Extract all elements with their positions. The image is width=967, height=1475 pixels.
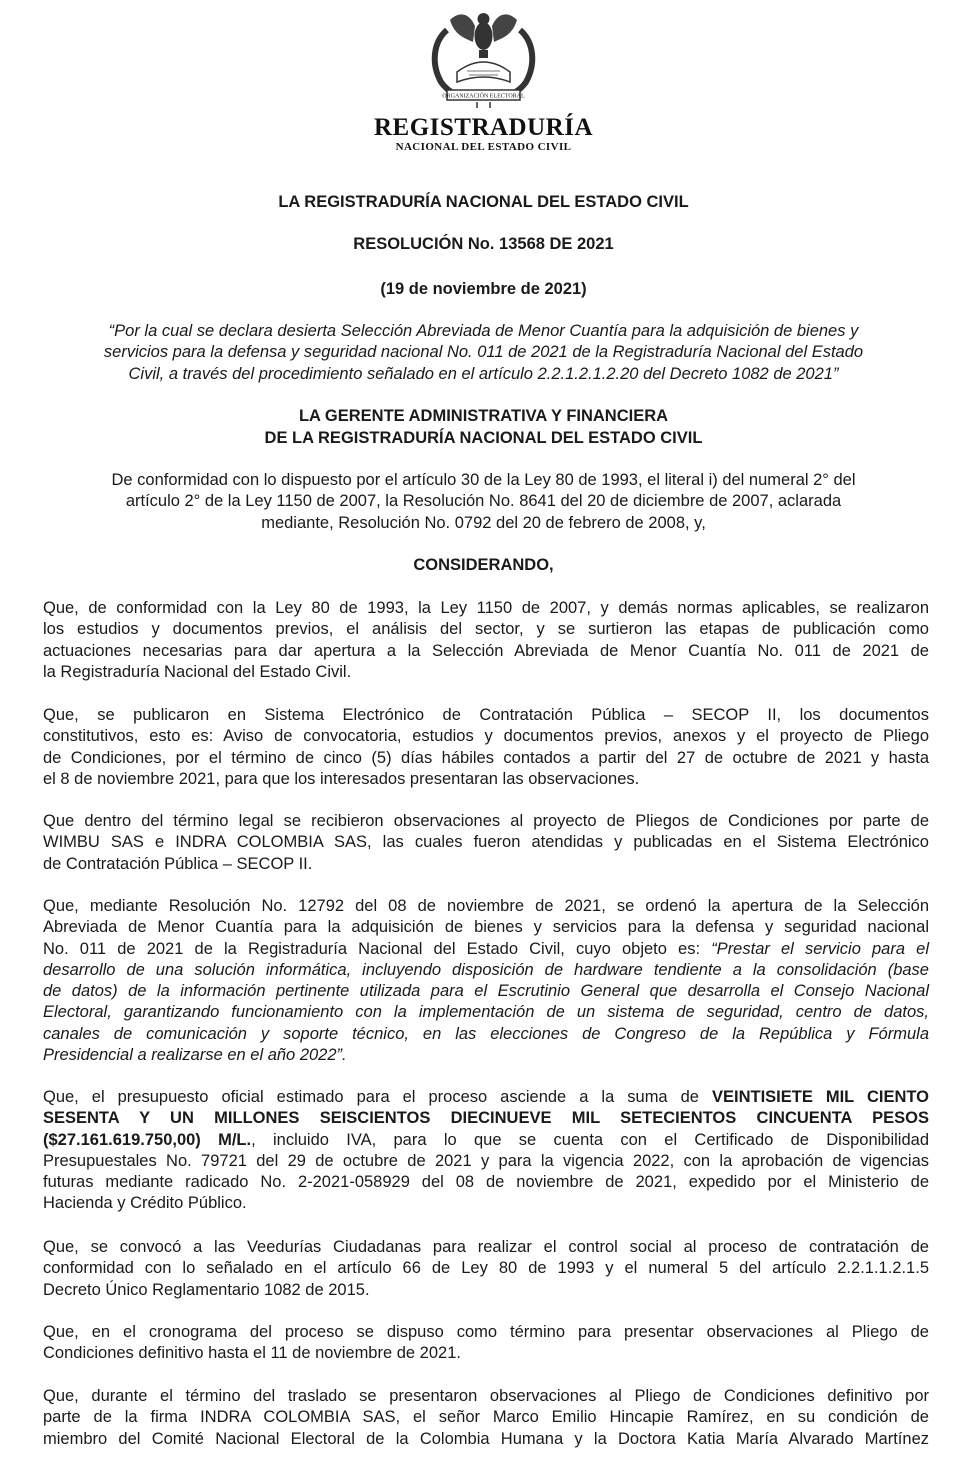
considerando-paragraph <box>43 705 929 790</box>
preamble-line: artículo 2° de la Ley 1150 de 2007, la Resolución No. 8641 del 20 de diciembre de 2007, aclarada <box>125 492 842 511</box>
paragraph-line: de Condiciones, por el término de cinco (5) días hábiles contados a partir del 27 de octubre de 2021 y hasta <box>43 748 929 767</box>
paragraph-line: Presupuestales No. 79721 del 29 de octubre de 2021 y para la vigencia 2022, con la aprobación de vigencias <box>43 1151 929 1170</box>
paragraph-line: conformidad con lo señalado en el artículo 66 de Ley 80 de 1993 y el numeral 5 del artículo 2.2.1.1.2.1.5 <box>43 1259 929 1278</box>
epigraph-line: “Por la cual se declara desierta Selección Abreviada de Menor Cuantía para la adquisición de bienes y <box>108 322 859 340</box>
paragraph-line: de Contratación Pública – SECOP II. <box>43 854 313 873</box>
paragraph-line: WIMBU SAS e INDRA COLOMBIA SAS, las cuales fueron atendidas y publicadas en el Sistema Electrónico <box>43 833 929 852</box>
considerando-paragraph <box>43 896 929 1066</box>
paragraph-line: actuaciones necesarias para dar apertura a la Selección Abreviada de Menor Cuantía No. 011 de 2021 de <box>43 641 929 660</box>
considerando-paragraph <box>43 598 929 683</box>
paragraph-line: canales de comunicación y soporte técnico, en las elecciones de Congreso de la República y Fórmula <box>43 1024 929 1043</box>
authority-line: LA GERENTE ADMINISTRATIVA Y FINANCIERA <box>298 407 669 425</box>
authority-line: DE LA REGISTRADURÍA NACIONAL DEL ESTADO CIVIL <box>264 429 703 447</box>
budget-amount-words: SESENTA Y UN MILLONES SEISCIENTOS DIECINUEVE MIL SETECIENTOS CINCUENTA PESOS <box>43 1109 929 1128</box>
considerando-paragraph <box>43 1087 929 1215</box>
paragraph-line: Que dentro del término legal se recibieron observaciones al proyecto de Pliegos de Condiciones por parte de <box>43 812 929 830</box>
paragraph-line: parte de la firma INDRA COLOMBIA SAS, el señor Marco Emilio Hincapie Ramírez, en su condición de <box>43 1408 929 1427</box>
logo-title: REGISTRADURÍA <box>373 114 594 141</box>
paragraph-line: Abreviada de Menor Cuantía para la adquisición de bienes y servicios para la defensa y seguridad nacional <box>43 918 929 937</box>
paragraph-line: Condiciones definitivo hasta el 11 de noviembre de 2021. <box>43 1344 461 1363</box>
paragraph-line: de datos) de la información pertinente utilizada para el Escrutinio General que desarrolla el Consejo Nacional <box>43 982 929 1001</box>
preamble-line: De conformidad con lo dispuesto por el artículo 30 de la Ley 80 de 1993, el literal i) del numeral 2° del <box>111 471 856 489</box>
registraduria-logo <box>0 0 967 160</box>
logo-subtitle: NACIONAL DEL ESTADO CIVIL <box>395 141 572 153</box>
paragraph-line: Que, de conformidad con la Ley 80 de 1993, la Ley 1150 de 2007, y demás normas aplicables, se realizaron <box>43 599 929 617</box>
resolution-number: RESOLUCIÓN No. 13568 DE 2021 <box>353 235 614 253</box>
authority-heading <box>0 405 967 449</box>
svg-text:ORGANIZACIÓN ELECTORAL: ORGANIZACIÓN ELECTORAL <box>442 93 525 100</box>
paragraph-line: miembro del Comité Nacional Electoral de la Colombia Humana y la Doctora Katia María Alvarado Martínez <box>43 1429 929 1448</box>
paragraph-line: desarrollo de una solución informática, incluyendo disposición de hardware tendiente a la consolidación (base <box>43 960 929 979</box>
considerando-paragraph <box>43 1386 929 1450</box>
paragraph-line: Electoral, garantizando funcionamiento con la implementación de un sistema de seguridad, centro de datos, <box>43 1003 929 1022</box>
institution-heading: LA REGISTRADURÍA NACIONAL DEL ESTADO CIVIL <box>278 193 689 211</box>
epigraph-line: Civil, a través del procedimiento señalado en el artículo 2.2.1.2.1.2.20 del Decreto 1082 de 2021” <box>128 364 839 383</box>
preamble-line: mediante, Resolución No. 0792 del 20 de febrero de 2008, y, <box>261 513 706 532</box>
paragraph-line: el 8 de noviembre 2021, para que los interesados presentaran las observaciones. <box>43 769 640 788</box>
paragraph-line: Hacienda y Crédito Público. <box>43 1194 247 1213</box>
paragraph-text: No. 011 de 2021 de la Registraduría Nacional del Estado Civil, cuyo objeto es: <box>43 939 712 958</box>
considerando-paragraph <box>43 1237 929 1301</box>
contract-object-quote: “Prestar el servicio para el <box>711 939 929 958</box>
budget-amount-words: VEINTISIETE MIL CIENTO <box>711 1088 929 1106</box>
paragraph-line: los estudios y documentos previos, el análisis del sector, y se surtieron las etapas de publicación como <box>43 620 929 639</box>
paragraph-line: Que, se publicaron en Sistema Electrónico de Contratación Pública – SECOP II, los documentos <box>43 706 929 724</box>
considerando-paragraph <box>43 1322 929 1365</box>
considerando-heading: CONSIDERANDO, <box>413 556 554 574</box>
budget-amount-number: ($27.161.619.750,00) M/L. <box>43 1130 252 1149</box>
preamble <box>40 470 927 534</box>
paragraph-line <box>43 939 929 960</box>
paragraph-line: Que, se convocó a las Veedurías Ciudadanas para realizar el control social al proceso de contratación de <box>43 1238 929 1256</box>
paragraph-line: Que, durante el término del traslado se presentaron observaciones al Pliego de Condiciones definitivo por <box>43 1387 929 1405</box>
paragraph-line: constitutivos, esto es: Aviso de convocatoria, estudios y documentos previos, anexos y el proyecto de Pliego <box>43 727 929 746</box>
resolution-epigraph <box>40 321 927 385</box>
epigraph-line: servicios para la defensa y seguridad nacional No. 011 de 2021 de la Registraduría Nacional del Estado <box>103 343 864 362</box>
paragraph-text: Que, el presupuesto oficial estimado para el proceso asciende a la suma de <box>43 1088 712 1106</box>
paragraph-line: Que, mediante Resolución No. 12792 del 08 de noviembre de 2021, se ordenó la apertura de la Selección <box>43 897 929 915</box>
paragraph-line <box>43 1087 929 1108</box>
paragraph-line: Que, en el cronograma del proceso se dispuso como término para presentar observaciones al Pliego de <box>43 1323 929 1341</box>
paragraph-line: la Registraduría Nacional del Estado Civil. <box>43 662 352 681</box>
considerando-paragraph <box>43 811 929 875</box>
paragraph-text: , incluido IVA, para lo que se cuenta con el Certificado de Disponibilidad <box>251 1130 929 1149</box>
paragraph-line: futuras mediante radicado No. 2-2021-058929 del 08 de noviembre de 2021, expedido por el Ministerio de <box>43 1173 929 1192</box>
paragraph-line <box>43 1130 929 1151</box>
resolution-date: (19 de noviembre de 2021) <box>380 280 587 298</box>
paragraph-line: Decreto Único Reglamentario 1082 de 2015. <box>43 1280 370 1299</box>
coat-of-arms-icon <box>425 2 542 110</box>
paragraph-line: Presidencial a realizarse en el año 2022”. <box>43 1046 347 1065</box>
